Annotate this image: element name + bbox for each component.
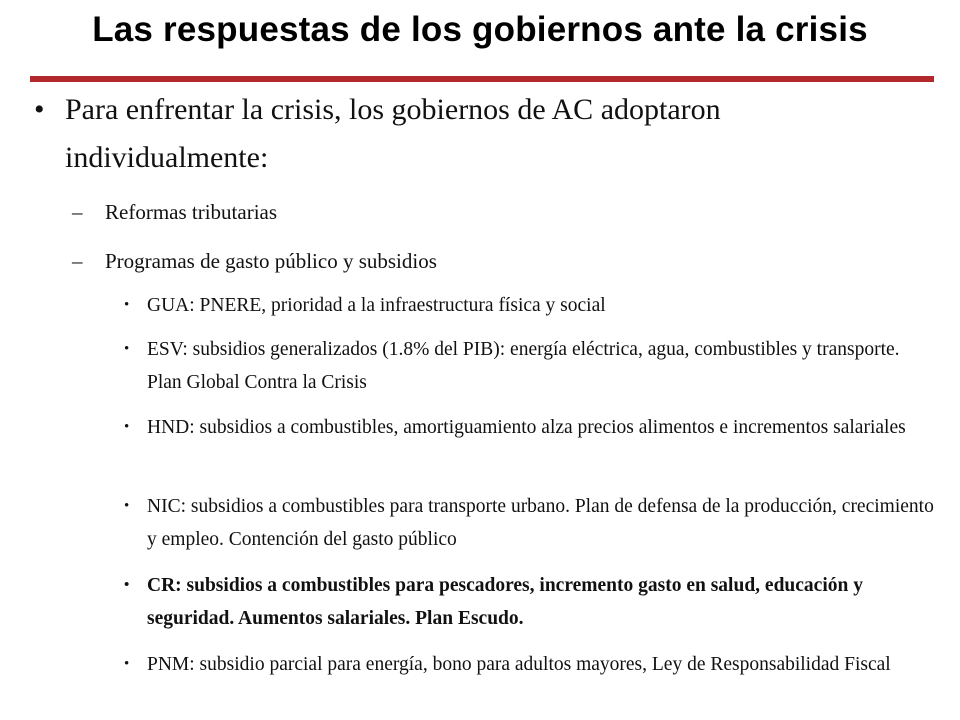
bullet-icon: • [34, 93, 45, 126]
title-divider [30, 76, 934, 82]
slide-title: Las respuestas de los gobiernos ante la crisis [92, 10, 868, 49]
sub-item-text: Reformas tributarias [105, 200, 278, 224]
country-item-hnd [124, 411, 934, 444]
intro-item [34, 86, 920, 182]
bullet-icon: • [124, 498, 130, 514]
country-text: ESV: subsidios generalizados (1.8% del PIB): energía eléctrica, agua, combustibles y transporte. Plan Global Contra la Crisis [147, 339, 900, 393]
country-text: CR: subsidios a combustibles para pescadores, incremento gasto en salud, educación y seguridad. Aumentos salariales. Plan Escudo. [147, 575, 863, 629]
dash-icon: – [72, 249, 83, 273]
dash-icon: – [72, 200, 83, 224]
bullet-icon: • [124, 577, 130, 593]
country-text: NIC: subsidios a combustibles para transporte urbano. Plan de defensa de la producción, crecimiento y empleo. Contención del gasto público [147, 496, 934, 550]
sub-item-reformas [72, 198, 277, 226]
bullet-icon: • [124, 297, 130, 313]
country-text: HND: subsidios a combustibles, amortiguamiento alza precios alimentos e incrementos salariales [147, 417, 906, 438]
intro-text: Para enfrentar la crisis, los gobiernos de AC adoptaron individualmente: [65, 93, 721, 174]
country-text: PNM: subsidio parcial para energía, bono para adultos mayores, Ley de Responsabilidad Fiscal [147, 654, 891, 675]
country-item-pnm [124, 648, 934, 681]
country-item-cr [124, 569, 934, 635]
country-text: GUA: PNERE, prioridad a la infraestructura física y social [147, 295, 606, 316]
country-item-gua [124, 289, 934, 322]
sub-item-programas [72, 247, 437, 275]
bullet-icon: • [124, 419, 130, 435]
sub-item-text: Programas de gasto público y subsidios [105, 249, 437, 273]
country-item-nic [124, 490, 934, 556]
bullet-icon: • [124, 341, 130, 357]
bullet-icon: • [124, 656, 130, 672]
country-item-esv [124, 333, 934, 399]
